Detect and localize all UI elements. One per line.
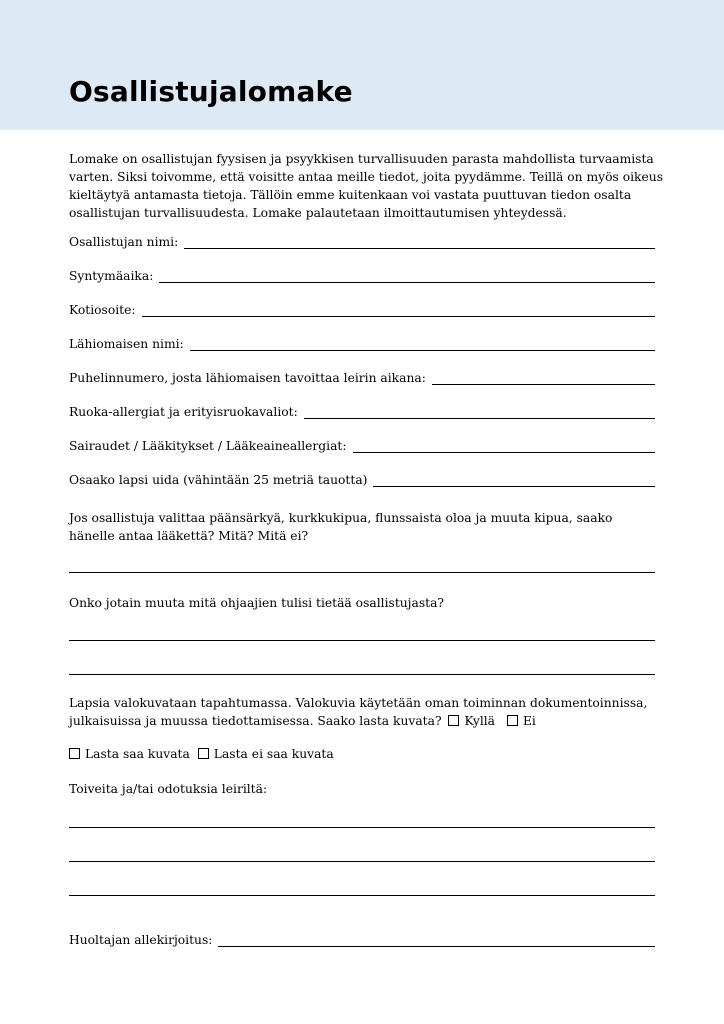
other-info-question: Onko jotain muuta mitä ohjaajien tulisi tietää osallistujasta?: [69, 596, 445, 610]
field-illnesses-medication[interactable]: [69, 438, 655, 454]
field-guardian-signature[interactable]: [69, 932, 655, 948]
yes-label: Kyllä: [464, 714, 496, 728]
field-label: Lähiomaisen nimi:: [69, 337, 184, 351]
answer-line[interactable]: [69, 674, 655, 675]
no-checkbox[interactable]: [507, 715, 518, 726]
answer-line[interactable]: [69, 861, 655, 862]
fill-line[interactable]: [373, 485, 655, 487]
yes-checkbox[interactable]: [448, 715, 459, 726]
field-next-of-kin-phone[interactable]: [69, 370, 655, 386]
fill-line[interactable]: [432, 383, 655, 385]
field-birth-date[interactable]: [69, 268, 655, 284]
answer-line[interactable]: [69, 640, 655, 641]
photo-allowed-label: Lasta saa kuvata: [85, 747, 190, 761]
field-next-of-kin-name[interactable]: [69, 336, 655, 352]
field-label: Syntymäaika:: [69, 269, 154, 283]
no-label: Ei: [522, 714, 536, 728]
signature-line[interactable]: [218, 945, 655, 947]
photo-consent-question: [69, 694, 659, 730]
field-label: Ruoka-allergiat ja erityisruokavaliot:: [69, 405, 298, 419]
field-label: Puhelinnumero, josta lähiomaisen tavoittaa leirin aikana:: [69, 371, 426, 385]
fill-line[interactable]: [159, 281, 655, 283]
field-swimming-ability[interactable]: [69, 472, 655, 488]
photo-options: [69, 745, 334, 763]
photo-allowed-checkbox[interactable]: [69, 748, 80, 759]
field-label: Sairaudet / Lääkitykset / Lääkeaineallergiat:: [69, 439, 347, 453]
answer-line[interactable]: [69, 572, 655, 573]
field-label: Osallistujan nimi:: [69, 235, 179, 249]
field-label: Huoltajan allekirjoitus:: [69, 933, 213, 947]
field-label: Kotiosoite:: [69, 303, 136, 317]
intro-paragraph: Lomake on osallistujan fyysisen ja psyykkisen turvallisuuden parasta mahdollista turvaamista varten. Siksi toivomme, että voisitte antaa meille tiedot, joita pyydämme. Teillä on myös oikeus kieltäytyä antamasta tietoja. Tällöin emme kuitenkaan voi vastata puuttuvan tiedon osalta osallistujan turvallisuudesta. Lomake palautetaan ilmoittautumisen yhteydessä.: [69, 152, 664, 220]
field-food-allergies[interactable]: [69, 404, 655, 420]
photo-denied-label: Lasta ei saa kuvata: [213, 747, 334, 761]
answer-line[interactable]: [69, 827, 655, 828]
fill-line[interactable]: [353, 451, 655, 453]
fill-line[interactable]: [190, 349, 655, 351]
photo-denied-checkbox[interactable]: [198, 748, 209, 759]
wishes-label: Toiveita ja/tai odotuksia leiriltä:: [69, 782, 268, 796]
medicine-question: Jos osallistuja valittaa päänsärkyä, kurkkukipua, flunssaista oloa ja muuta kipua, saako hänelle antaa lääkettä? Mitä? Mitä ei?: [69, 511, 613, 543]
field-label: Osaako lapsi uida (vähintään 25 metriä tauotta): [69, 473, 368, 487]
fill-line[interactable]: [304, 417, 655, 419]
page-title: Osallistujalomake: [69, 75, 353, 108]
field-participant-name[interactable]: [69, 234, 655, 250]
fill-line[interactable]: [184, 247, 655, 249]
answer-line[interactable]: [69, 895, 655, 896]
field-home-address[interactable]: [69, 302, 655, 318]
photo-question-text: Lapsia valokuvataan tapahtumassa. Valokuvia käytetään oman toiminnan dokumentoinnissa, julkaisuissa ja muussa tiedottamisessa. Saako lasta kuvata?: [69, 696, 648, 728]
fill-line[interactable]: [142, 315, 655, 317]
